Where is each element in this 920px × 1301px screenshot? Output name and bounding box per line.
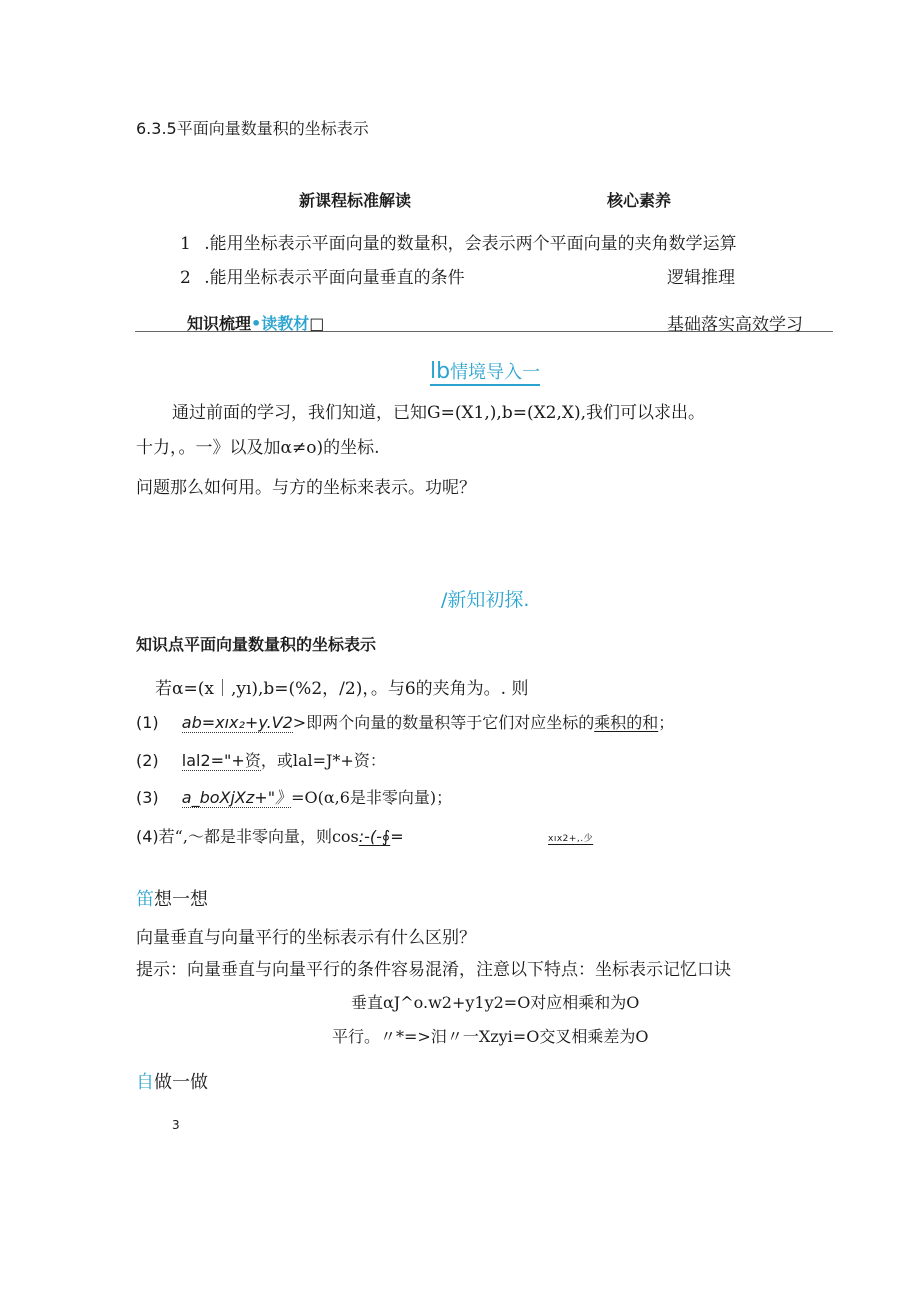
emphasis: :-(-∮ [358,827,391,846]
box-icon: □ [309,314,325,333]
formula-item-1 [136,710,674,733]
formula-item-2 [136,748,386,771]
emphasis: 乘积的和 [594,713,659,732]
scenario-question: 问题那么如何用。与方的坐标来表示。功呢？ [136,478,476,498]
scenario-marker: lb [430,359,451,384]
section-title: 6.3.5平面向量数量积的坐标表示 [136,119,369,138]
think-hint: 提示：向量垂直与向量平行的条件容易混淆，注意以下特点：坐标表示记忆口诀 [136,960,731,980]
knowledge-point-title: 知识点平面向量数量积的坐标表示 [136,635,377,654]
scenario-title: 情境导入一 [450,362,541,383]
band-label: 知识梳理 [187,314,252,333]
try-marker: 自 [136,1072,154,1093]
think-marker: 笛 [136,889,154,910]
think-heading [136,885,208,911]
literacy-header: 核心素养 [607,191,672,210]
try-heading [136,1068,208,1094]
standard-text: .能用坐标表示平面向量垂直的条件 [204,268,465,288]
item-text: >即两个向量的数量积等于它们对应坐标的 [292,713,595,732]
item-num: (4) [136,827,159,846]
new-knowledge-heading: /新知初探. [441,589,530,611]
fraction-text: xıx2+,.少 [548,834,594,844]
band-right: 基础落实高效学习 [667,315,803,335]
item-tail: ； [658,713,675,732]
think-question: 向量垂直与向量平行的坐标表示有什么区别？ [136,928,476,948]
standard-num: 2 [180,268,191,288]
scenario-line-1: 通过前面的学习，我们知道，已知G=(X1,),b=(X2,X),我们可以求出。 [172,403,706,423]
item-text: ，或lal=J*+资： [260,751,386,770]
divider [135,331,833,332]
standard-row-2 [180,263,465,288]
item-text: =O(α,6是非零向量)； [291,788,453,807]
item-text: = [390,827,404,846]
formula: 若“,～都是非零向量，则cos [158,827,359,846]
page-number: 3 [172,1118,180,1132]
literacy-value: 数学运算 [668,234,737,254]
formula-item-3 [136,785,452,808]
fraction-numerator [548,831,593,844]
scenario-line-2: 十力，。一》以及加α≠o)的坐标. [136,438,380,458]
literacy-value-2: 逻辑推理 [667,268,735,288]
knowledge-intro: 若α=(x｜,yı),b=(%2，/2)，。与6的夹角为。. 则 [155,679,529,699]
item-num: (3) [136,788,159,807]
parallel-rule: 平行。〃*=>汨〃一Xzyi=O交叉相乘差为O [332,1027,649,1046]
try-title: 做一做 [154,1072,208,1093]
standard-row-1 [180,229,737,254]
item-num: (1) [136,713,159,732]
standard-num: 1 [180,234,191,254]
think-title: 想一想 [154,889,208,910]
item-num: (2) [136,751,159,770]
standard-text: .能用坐标表示平面向量的数量积，会表示两个平面向量的夹角 [204,234,669,254]
perpendicular-rule: 垂直αJ^o.w2+y1y2=O对应相乘和为O [351,993,640,1012]
formula: a_boXjXz+"》 [181,788,292,807]
formula-item-4 [136,824,404,847]
formula: lal2="+资 [181,751,261,770]
scenario-heading [430,358,540,384]
standards-header: 新课程标准解读 [299,191,412,210]
band-sublabel: •读教材 [251,314,310,333]
formula: ab=xıx₂+y.V2 [181,713,293,732]
